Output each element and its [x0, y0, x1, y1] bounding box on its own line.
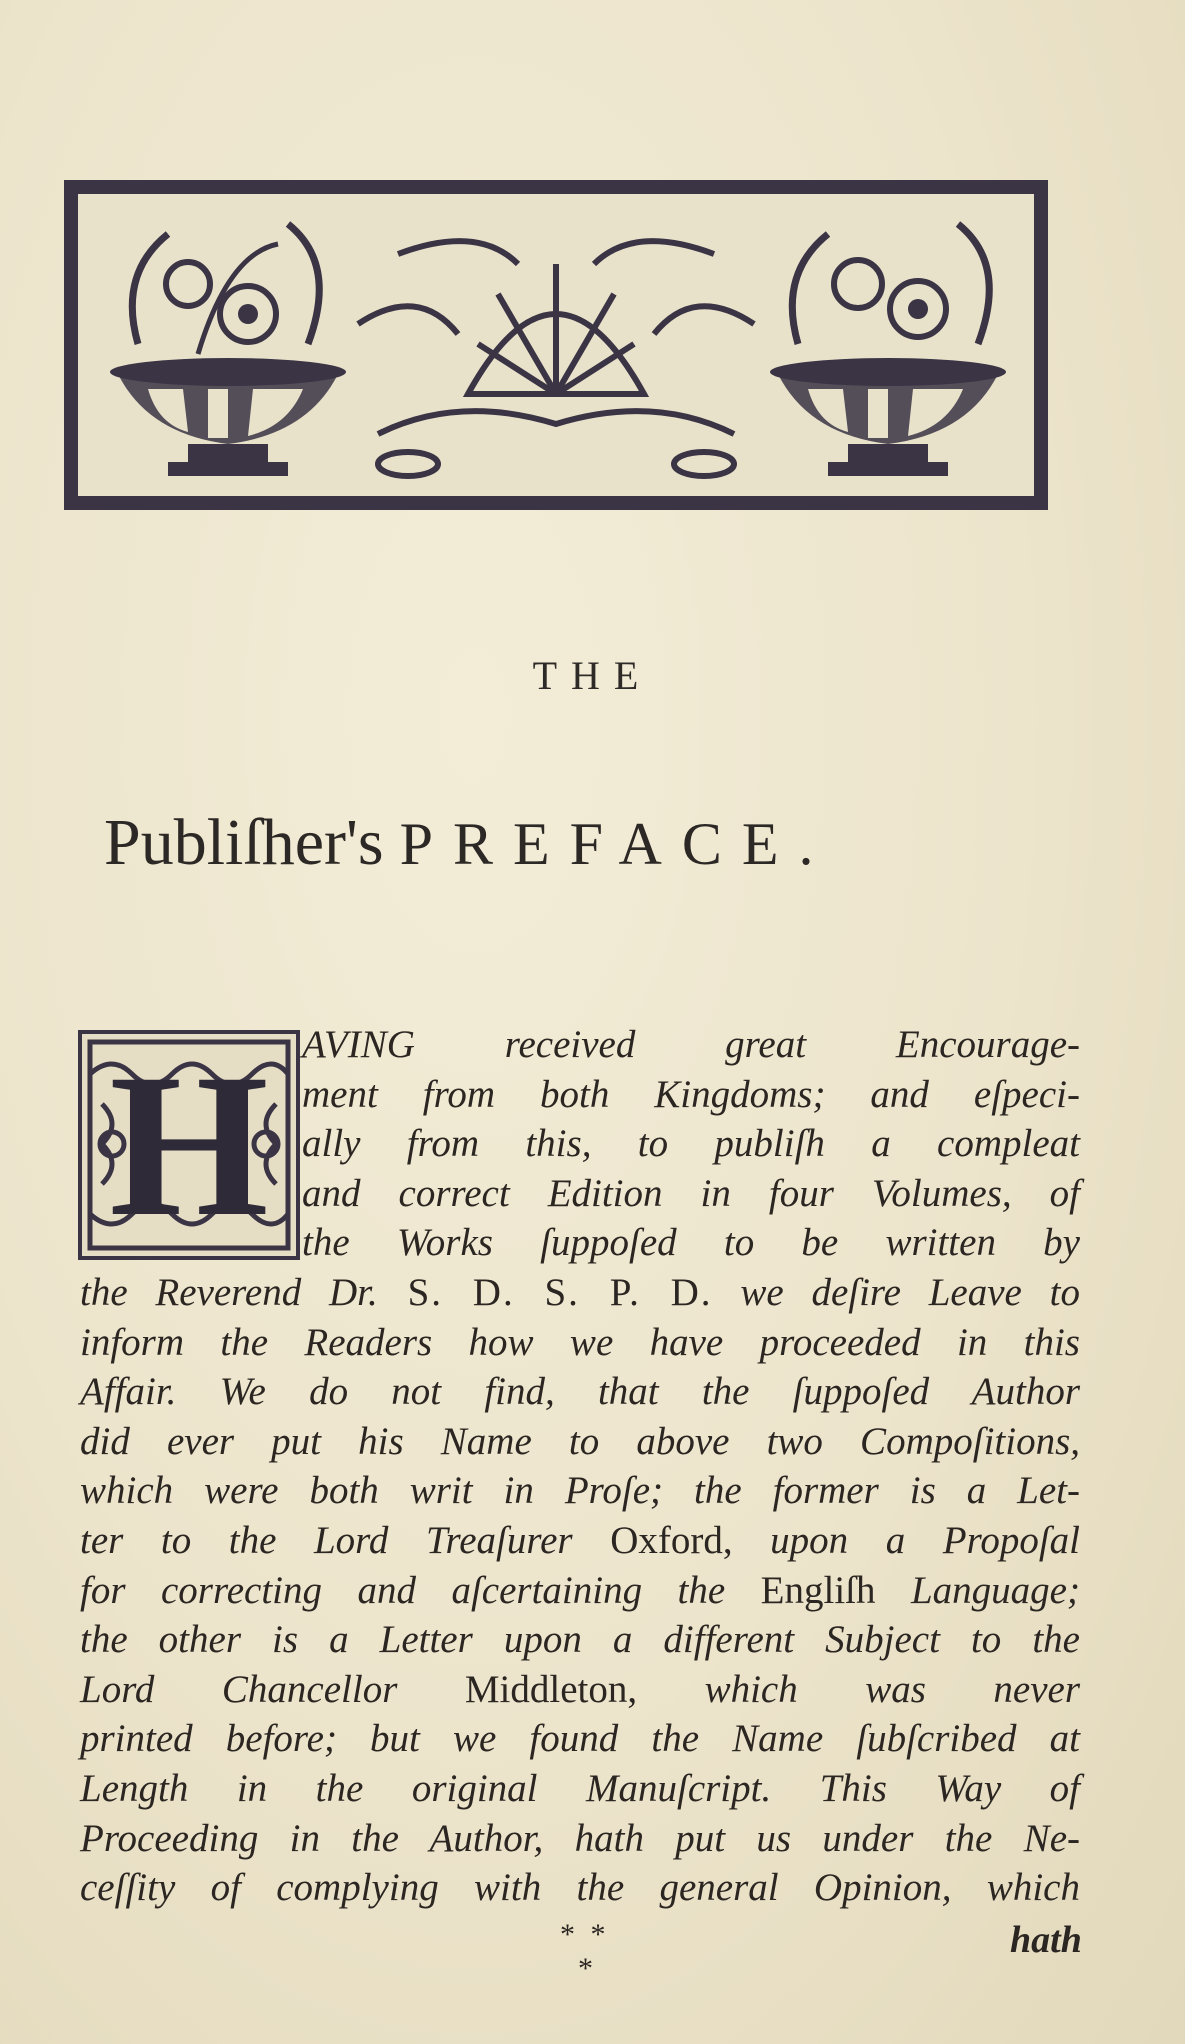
text-line: inform the Readers how we have proceeded in this — [80, 1320, 1080, 1364]
heading-the: THE — [532, 653, 653, 698]
text-line: Proceeding in the Author, hath put us under the Ne- — [80, 1816, 1080, 1860]
ornamental-headpiece — [64, 180, 1048, 510]
text-line: Lord Chancellor Middleton, which was never — [80, 1667, 1080, 1711]
text-line: ceſſity of complying with the general Opinion, which — [80, 1866, 1080, 1910]
text-line: ment from both Kingdoms; and eſpeci- — [302, 1072, 1080, 1116]
text-line: for correcting and aſcertaining the Engliſh Language; — [80, 1568, 1080, 1612]
text-line: printed before; but we found the Name ſubſcribed at — [80, 1717, 1080, 1761]
text-line: the Works ſuppoſed to be written by — [302, 1221, 1080, 1265]
title-publishers: Publiſher's — [104, 806, 384, 879]
text-line: the other is a Letter upon a different Subject to the — [80, 1618, 1080, 1662]
preface-text — [80, 1020, 1080, 1913]
text-line: ter to the Lord Treaſurer Oxford, upon a Propoſal — [80, 1518, 1081, 1562]
text-line: AVING received great Encourage- — [302, 1023, 1080, 1066]
text-line: did ever put his Name to above two Compoſitions, — [80, 1419, 1080, 1463]
text-line: and correct Edition in four Volumes, of — [302, 1171, 1080, 1215]
text-line: ally from this, to publiſh a compleat — [302, 1122, 1080, 1166]
signature-mark: * * * — [560, 1918, 610, 1985]
text-line: which were both writ in Proſe; the former is a Let- — [80, 1469, 1080, 1513]
floral-ornament-icon — [78, 194, 1034, 496]
text-line: the Reverend Dr. S. D. S. P. D. we deſire Leave to — [80, 1270, 1080, 1314]
catchword: hath — [1010, 1919, 1082, 1961]
title-preface: PREFACE. — [399, 811, 834, 877]
text-line: Length in the original Manuſcript. This Way of — [80, 1766, 1080, 1810]
page-title — [104, 805, 1084, 881]
dropcap-letter: H — [109, 1031, 269, 1259]
text-line: Affair. We do not find, that the ſuppoſed Author — [80, 1370, 1080, 1414]
